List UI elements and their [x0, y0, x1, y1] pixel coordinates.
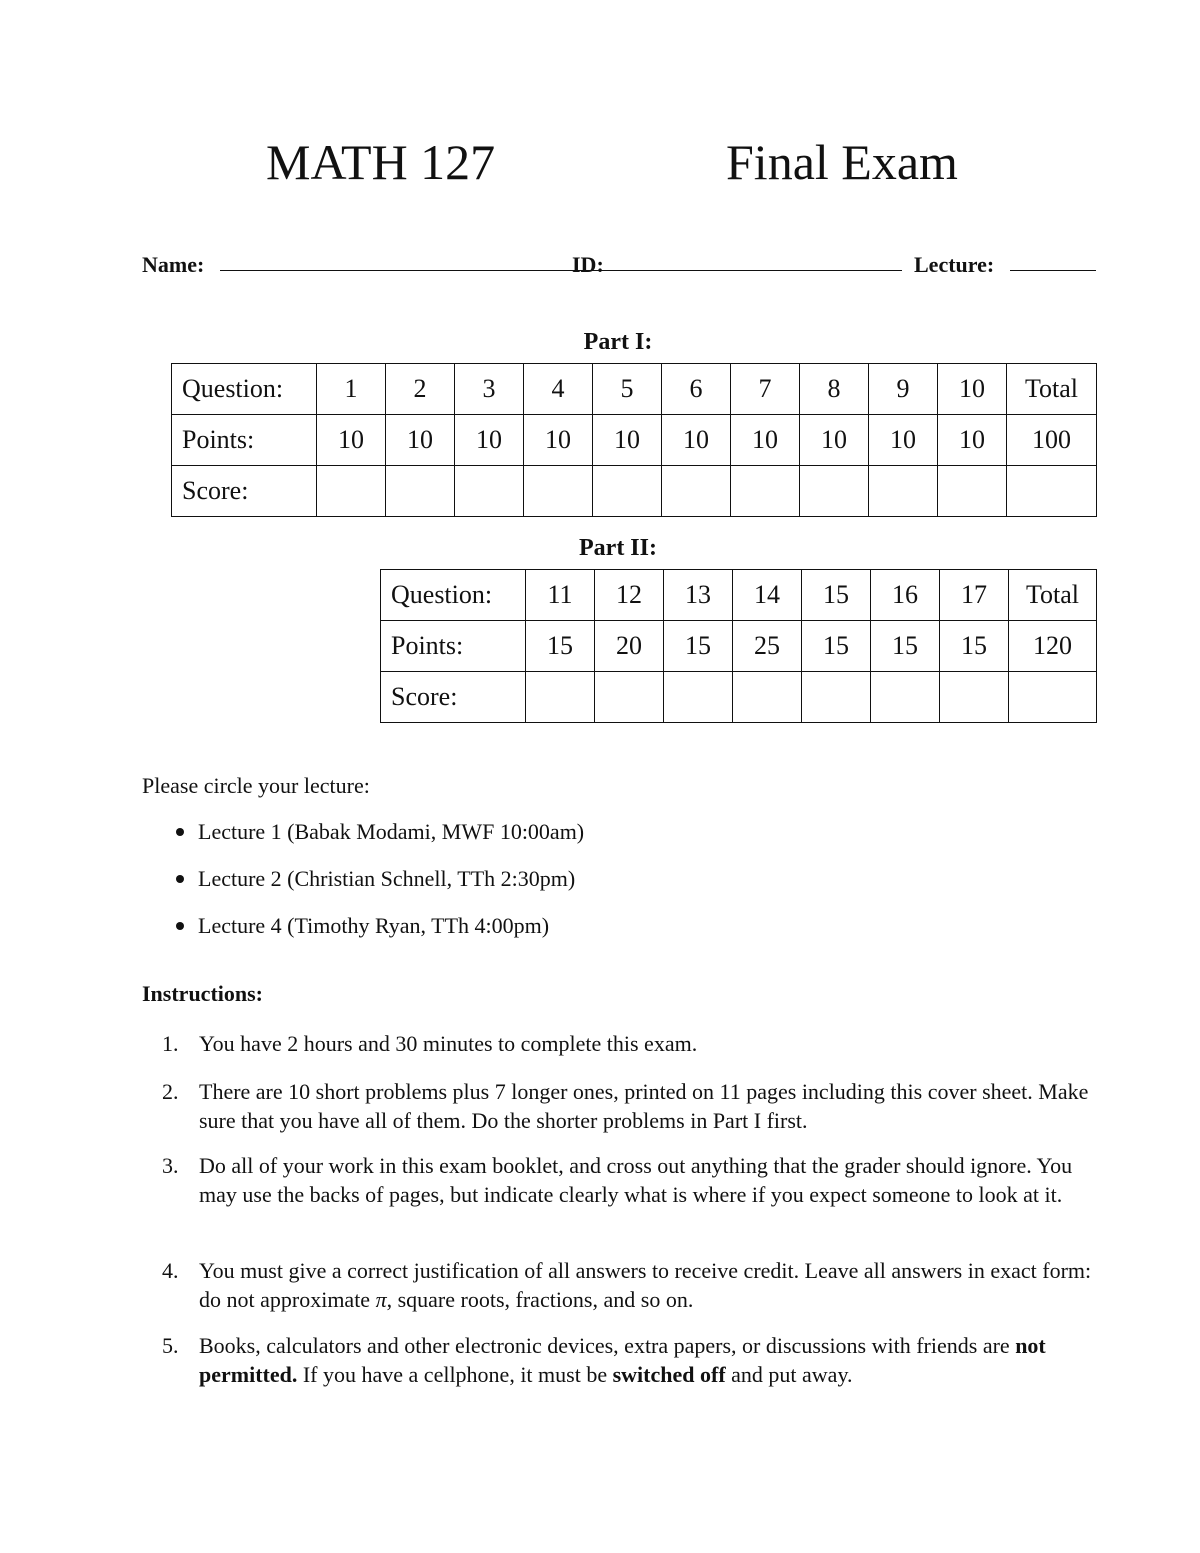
course-title: MATH 127: [266, 134, 496, 190]
lecture-prompt: Please circle your lecture:: [142, 773, 370, 798]
question-total-cell: Total: [1009, 570, 1097, 621]
bullet-icon: [176, 875, 184, 883]
part1-score-table: [171, 363, 1097, 517]
points-cell: 10: [731, 415, 800, 466]
instruction-number: 4.: [162, 1258, 179, 1283]
question-cell: 14: [733, 570, 802, 621]
question-cell: 1: [317, 364, 386, 415]
instruction-text: You have 2 hours and 30 minutes to complete this exam.: [199, 1031, 698, 1056]
score-row: [381, 672, 1097, 723]
score-cell[interactable]: [595, 672, 664, 723]
question-total-cell: Total: [1007, 364, 1097, 415]
score-cell[interactable]: [526, 672, 595, 723]
question-row: [381, 570, 1097, 621]
points-total-cell: 120: [1009, 621, 1097, 672]
question-row-label: Question:: [381, 570, 526, 621]
score-cell[interactable]: [317, 466, 386, 517]
question-cell: 9: [869, 364, 938, 415]
points-row: [381, 621, 1097, 672]
points-row-label: Points:: [381, 621, 526, 672]
points-cell: 25: [733, 621, 802, 672]
points-cell: 10: [938, 415, 1007, 466]
lecture-option-label: Lecture 2 (Christian Schnell, TTh 2:30pm): [198, 866, 576, 891]
instruction-text-part: You must give a correct justification of all answers to receive credit. Leave all answers in exact form: do not approximate: [199, 1258, 1092, 1312]
emphasis-not-permitted: not permitted.: [199, 1333, 1046, 1387]
points-cell: 10: [455, 415, 524, 466]
bullet-icon: [176, 828, 184, 836]
question-cell: 12: [595, 570, 664, 621]
score-cell[interactable]: [524, 466, 593, 517]
instruction-item: [162, 1257, 1102, 1314]
score-row-label: Score:: [172, 466, 317, 517]
name-label: Name:: [142, 252, 205, 277]
score-cell[interactable]: [800, 466, 869, 517]
instruction-item: [162, 1152, 1102, 1209]
instruction-item: [162, 1078, 1102, 1135]
id-label: ID:: [572, 252, 604, 277]
instruction-text-part: , square roots, fractions, and so on.: [386, 1286, 694, 1312]
instruction-text: [199, 1257, 1099, 1314]
points-row-label: Points:: [172, 415, 317, 466]
instruction-text-part: If you have a cellphone, it must be: [297, 1361, 613, 1387]
points-total-cell: 100: [1007, 415, 1097, 466]
instruction-text: [199, 1332, 1099, 1389]
points-cell: 15: [526, 621, 595, 672]
points-cell: 15: [940, 621, 1009, 672]
lecture-option[interactable]: [176, 865, 575, 893]
question-cell: 15: [802, 570, 871, 621]
score-total-cell[interactable]: [1007, 466, 1097, 517]
part1-title: Part I:: [583, 329, 653, 355]
lecture-blank[interactable]: [1010, 270, 1096, 271]
score-cell[interactable]: [664, 672, 733, 723]
bullet-icon: [176, 922, 184, 930]
points-cell: 20: [595, 621, 664, 672]
score-cell[interactable]: [593, 466, 662, 517]
points-cell: 10: [800, 415, 869, 466]
question-row-label: Question:: [172, 364, 317, 415]
question-row: [172, 364, 1097, 415]
instruction-item: [162, 1030, 1102, 1059]
instruction-text: There are 10 short problems plus 7 longer ones, printed on 11 pages including this cover sheet. Make sure that you have all of them. Do the shorter problems in Part I first.: [199, 1079, 1089, 1133]
question-cell: 16: [871, 570, 940, 621]
question-cell: 3: [455, 364, 524, 415]
points-cell: 10: [317, 415, 386, 466]
points-cell: 10: [869, 415, 938, 466]
question-cell: 10: [938, 364, 1007, 415]
instruction-text: Do all of your work in this exam booklet, and cross out anything that the grader should ignore. You may use the backs of pages, but indicate clearly what is where if you expect someone to look at it.: [199, 1153, 1073, 1207]
question-cell: 7: [731, 364, 800, 415]
points-row: [172, 415, 1097, 466]
points-cell: 10: [524, 415, 593, 466]
question-cell: 2: [386, 364, 455, 415]
points-cell: 15: [871, 621, 940, 672]
instruction-number: 2.: [162, 1079, 179, 1104]
score-cell[interactable]: [802, 672, 871, 723]
emphasis-switched-off: switched off: [612, 1361, 726, 1387]
id-blank[interactable]: [620, 270, 902, 271]
instructions-heading: Instructions:: [142, 981, 264, 1006]
points-cell: 15: [664, 621, 733, 672]
question-cell: 17: [940, 570, 1009, 621]
points-cell: 10: [386, 415, 455, 466]
score-cell[interactable]: [871, 672, 940, 723]
score-cell[interactable]: [869, 466, 938, 517]
question-cell: 4: [524, 364, 593, 415]
question-cell: 11: [526, 570, 595, 621]
instruction-text-part: and put away.: [725, 1361, 853, 1387]
lecture-label: Lecture:: [914, 252, 995, 277]
lecture-option-label: Lecture 4 (Timothy Ryan, TTh 4:00pm): [198, 913, 550, 938]
score-cell[interactable]: [455, 466, 524, 517]
lecture-option[interactable]: [176, 912, 549, 940]
pi-symbol: π: [375, 1286, 387, 1312]
part2-title: Part II:: [579, 535, 657, 561]
instruction-item: [162, 1332, 1102, 1389]
score-cell[interactable]: [940, 672, 1009, 723]
score-cell[interactable]: [662, 466, 731, 517]
exam-title: Final Exam: [726, 134, 958, 190]
points-cell: 15: [802, 621, 871, 672]
lecture-option[interactable]: [176, 818, 584, 846]
points-cell: 10: [662, 415, 731, 466]
question-cell: 6: [662, 364, 731, 415]
score-row: [172, 466, 1097, 517]
score-cell[interactable]: [733, 672, 802, 723]
instruction-number: 5.: [162, 1333, 179, 1358]
question-cell: 5: [593, 364, 662, 415]
question-cell: 8: [800, 364, 869, 415]
instruction-text-part: Books, calculators and other electronic devices, extra papers, or discussions with friends are: [199, 1333, 1016, 1358]
instruction-number: 3.: [162, 1153, 179, 1178]
score-cell[interactable]: [938, 466, 1007, 517]
part2-score-table: [380, 569, 1097, 723]
score-total-cell[interactable]: [1009, 672, 1097, 723]
question-cell: 13: [664, 570, 733, 621]
points-cell: 10: [593, 415, 662, 466]
lecture-option-label: Lecture 1 (Babak Modami, MWF 10:00am): [198, 819, 585, 844]
instruction-number: 1.: [162, 1031, 179, 1056]
student-info-fields: [142, 250, 1096, 280]
score-row-label: Score:: [381, 672, 526, 723]
score-cell[interactable]: [731, 466, 800, 517]
score-cell[interactable]: [386, 466, 455, 517]
